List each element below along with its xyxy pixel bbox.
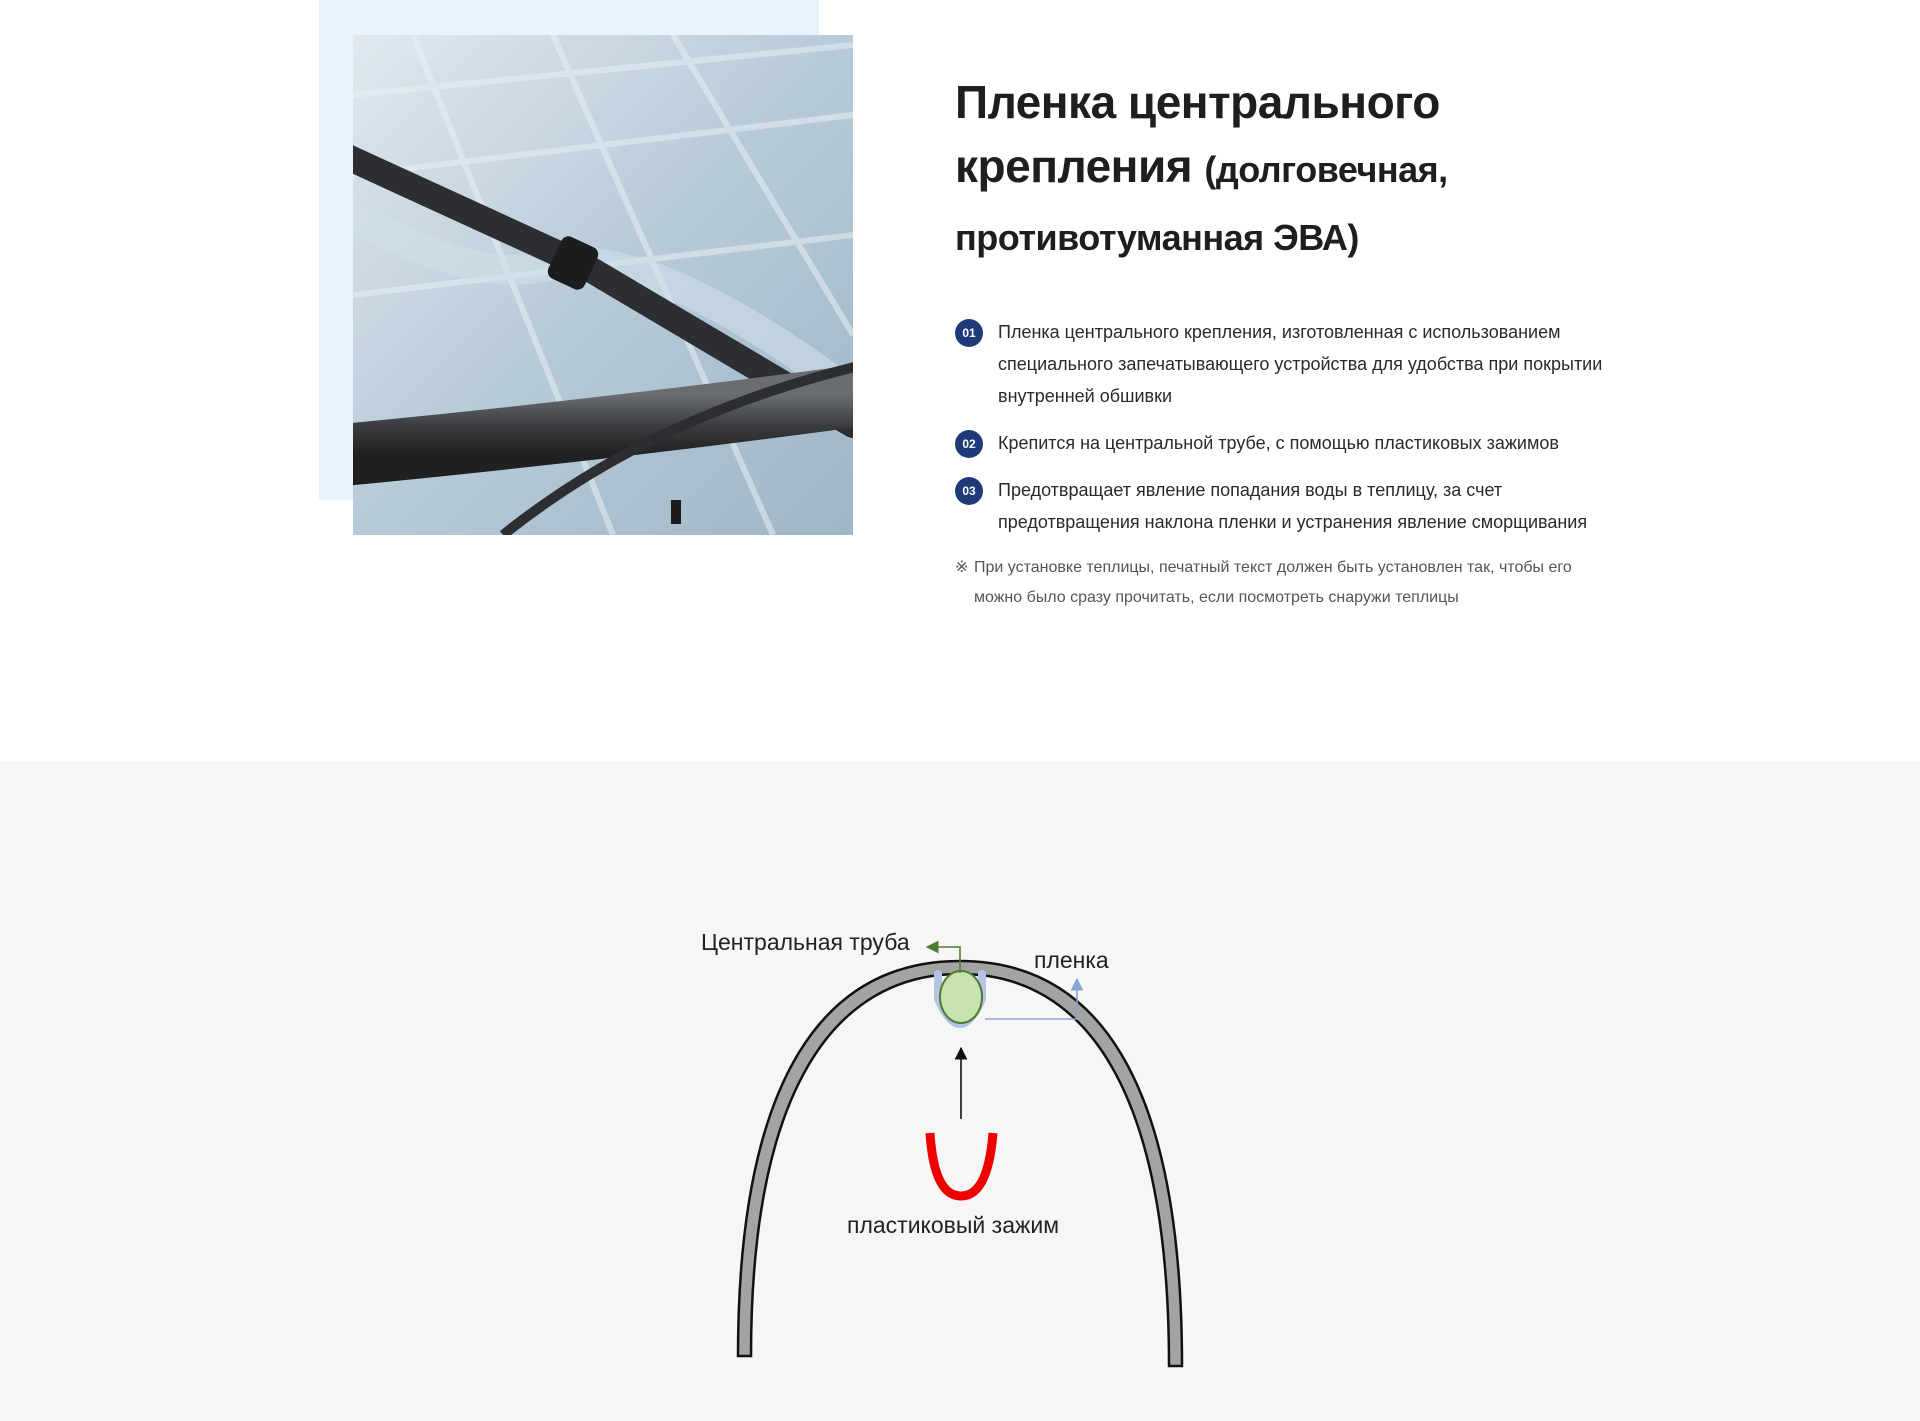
feature-text: Предотвращает явление попадания воды в теплицу, за счет предотвращения наклона пленки и устранения явление сморщивания <box>998 480 1588 532</box>
feature-item <box>955 474 1615 538</box>
product-photo <box>353 35 853 535</box>
title-sub: (долговечная, противотуманная ЭВА) <box>955 149 1448 258</box>
note-text: При установке теплицы, печатный текст должен быть установлен так, чтобы его можно было сразу прочитать, если посмотреть снаружи теплицы <box>974 559 1572 606</box>
feature-number-badge: 02 <box>955 430 983 458</box>
note-mark: ※ <box>955 559 969 576</box>
installation-note <box>955 553 1615 613</box>
label-film: пленка <box>1034 947 1109 973</box>
feature-text: Пленка центрального крепления, изготовленная с использованием специального запечатывающего устройства для удобства при покрытии внутренней обшивки <box>998 322 1603 406</box>
feature-list <box>955 316 1615 538</box>
feature-text: Крепится на центральной трубе, с помощью пластиковых зажимов <box>998 433 1559 453</box>
mounting-diagram <box>680 821 1240 1381</box>
diagram-section <box>0 761 1920 1421</box>
feature-item <box>955 427 1615 459</box>
label-central-pipe: Центральная труба <box>701 929 910 955</box>
label-clip: пластиковый зажим <box>847 1212 1060 1238</box>
product-description <box>955 70 1615 629</box>
plastic-clip <box>930 1133 993 1196</box>
feature-number-badge: 01 <box>955 319 983 347</box>
central-pipe <box>940 971 982 1023</box>
product-title <box>955 70 1615 270</box>
title-main: Пленка центрального крепления <box>955 76 1440 192</box>
feature-item <box>955 316 1615 412</box>
feature-number-badge: 03 <box>955 477 983 505</box>
